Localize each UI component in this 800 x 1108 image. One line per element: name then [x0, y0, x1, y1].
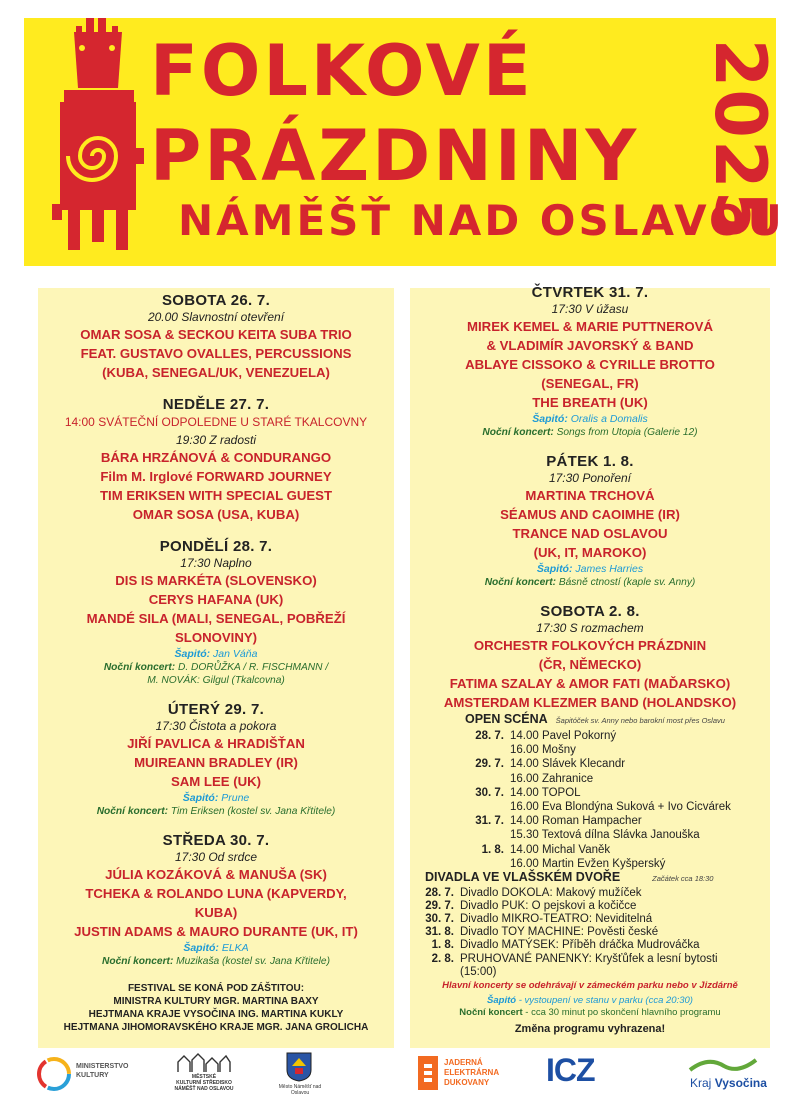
- sapito-label: Šapitó:: [183, 942, 219, 954]
- schedule-entry: 16.00 Mošny: [510, 744, 576, 757]
- schedule-entry: 15.30 Textová dílna Slávka Janouška: [510, 829, 700, 842]
- schedule-entry: (15:00): [460, 965, 497, 978]
- town-coat-of-arms-icon: [286, 1052, 312, 1082]
- festival-title-line-1: FOLKOVÉ: [150, 30, 534, 112]
- performer-line: TRANCE NAD OSLAVOU: [512, 526, 668, 541]
- day-heading: PONDĚLÍ 28. 7.: [159, 538, 273, 555]
- kraj-vysocina-logo-text: Kraj Vysočina: [690, 1076, 767, 1090]
- noc-label: Noční koncert:: [96, 806, 169, 817]
- sapito-line: [38, 791, 394, 805]
- performer-line: KUBA): [194, 905, 238, 920]
- performer-line: BÁRA HRZÁNOVÁ & CONDURANGO: [100, 450, 332, 465]
- performer-line: MIREK KEMEL & MARIE PUTTNEROVÁ: [467, 319, 713, 334]
- noc-value: Muzikaša (kostel sv. Jana Křtitele): [173, 956, 330, 967]
- schedule-row: [420, 926, 658, 938]
- sapito-value: James Harries: [572, 563, 644, 575]
- schedule-date: 28. 7.: [475, 730, 504, 742]
- schedule-date: 29. 7.: [475, 758, 504, 771]
- sapito-value: Prune: [218, 792, 250, 804]
- time-slot: 17:30 Naplno: [180, 556, 252, 570]
- schedule-row: [470, 815, 642, 827]
- town-culture-logo-icon: [176, 1052, 232, 1074]
- day-heading: ÚTERÝ 29. 7.: [167, 701, 265, 718]
- right-program-column: [410, 284, 770, 712]
- schedule-entry: Divadlo MIKRO-TEATRO: Neviditelná: [460, 913, 653, 926]
- performer-line: SLONOVINY): [174, 630, 258, 645]
- performer-line: OMAR SOSA (USA, KUBA): [132, 507, 300, 522]
- performer-line: FATIMA SZALAY & AMOR FATI (MAĎARSKO): [449, 676, 731, 691]
- sponsor-logos: [0, 1050, 800, 1108]
- patronage-heading: FESTIVAL SE KONÁ POD ZÁŠTITOU:: [127, 983, 305, 994]
- time-slot: 17:30 Čistota a pokora: [155, 719, 277, 733]
- festival-location: NÁMĚŠŤ NAD OSLAVOU: [178, 196, 785, 245]
- schedule-row: [420, 900, 636, 912]
- schedule-entry: 16.00 Martin Evžen Kyšperský: [510, 857, 666, 870]
- schedule-entry: 14.00 TOPOL: [510, 786, 581, 799]
- schedule-row: [420, 913, 652, 925]
- performer-line: & VLADIMÍR JAVORSKÝ & BAND: [486, 338, 694, 353]
- schedule-date: 31. 7.: [475, 815, 504, 828]
- time-slot: 17:30 S rozmachem: [536, 621, 644, 635]
- kraj-vysocina-logo-icon: [688, 1056, 758, 1076]
- schedule-entry: 16.00 Eva Blondýna Suková + Ivo Cicvárek: [510, 801, 731, 813]
- day-heading: SOBOTA 26. 7.: [161, 292, 271, 309]
- town-culture-logo-text: MĚSTSKÉ KULTURNÍ STŘEDISKO NÁMĚŠŤ NAD OSLAVOU: [174, 1074, 234, 1092]
- sapito-value: Oralis a Domalis: [567, 413, 648, 425]
- schedule-row: [470, 773, 593, 785]
- night-concert-line: [38, 805, 394, 818]
- left-program-column: [38, 292, 394, 1034]
- festival-year: 2025: [699, 38, 781, 242]
- performer-line: JIŘÍ PAVLICA & HRADIŠŤAN: [127, 736, 305, 751]
- sapito-label: Šapitó:: [174, 648, 211, 660]
- performer-line: (ČR, NĚMECKO): [538, 657, 642, 672]
- sapito-note: Šapitó - vystoupení ve stanu v parku (cca 20:30): [487, 995, 693, 1006]
- noc-value: D. DORŮŽKA / R. FISCHMANN /: [175, 662, 329, 673]
- performer-line: SAM LEE (UK): [170, 774, 262, 789]
- performer-line: ORCHESTR FOLKOVÝCH PRÁZDNIN: [473, 638, 707, 653]
- schedule-entry: Divadlo PUK: O pejskovi a kočičce: [460, 900, 637, 913]
- noc-label: Noční koncert:: [102, 956, 174, 967]
- performer-line: MANDÉ SILA (MALI, SENEGAL, POBŘEŽÍ: [86, 611, 346, 626]
- schedule-row: [420, 966, 496, 978]
- guitar-icon: [52, 18, 144, 250]
- performer-line: CERYS HAFANA (UK): [148, 592, 284, 607]
- sapito-label: Šapitó:: [532, 413, 568, 425]
- night-concert-line: [38, 674, 394, 687]
- event-line: 14:00 SVÁTEČNÍ ODPOLEDNE U STARÉ TKALCOVNY: [64, 415, 368, 429]
- performer-line: JUSTIN ADAMS & MAURO DURANTE (UK, IT): [74, 924, 358, 939]
- time-slot: 17:30 Od srdce: [174, 850, 258, 864]
- night-concert-line: [410, 426, 770, 439]
- divadla-heading: DIVADLA VE VLAŠSKÉM DVOŘE Začátek cca 18:30: [425, 870, 714, 884]
- day-heading: STŘEDA 30. 7.: [162, 832, 270, 849]
- schedule-row: [470, 844, 610, 856]
- schedule-entry: 14.00 Roman Hampacher: [510, 815, 642, 828]
- night-concert-line: [38, 955, 394, 968]
- noc-value: Tim Eriksen (kostel sv. Jana Křtitele): [168, 806, 336, 817]
- schedule-row: [420, 953, 718, 965]
- noc-value: Básně ctností (kaple sv. Anny): [556, 577, 696, 588]
- sapito-line: [38, 941, 394, 955]
- performer-line: THE BREATH (UK): [532, 395, 648, 410]
- performer-line: MARTINA TRCHOVÁ: [525, 488, 655, 503]
- schedule-entry: PRUHOVANÉ PANENKY: Kryšťůfek a lesní bytosti: [460, 952, 718, 965]
- sapito-line: [410, 412, 770, 426]
- noc-label: Noční koncert:: [484, 577, 557, 588]
- sapito-line: [38, 647, 394, 661]
- night-concert-line: [38, 661, 394, 674]
- schedule-entry: 16.00 Zahranice: [510, 772, 594, 785]
- schedule-date: 31. 8.: [425, 926, 454, 939]
- day-heading: NEDĚLE 27. 7.: [162, 396, 270, 413]
- schedule-date: 30. 7.: [475, 786, 504, 799]
- performer-line: (SENEGAL, FR): [541, 376, 639, 391]
- open-scena-heading: OPEN SCÉNA Šapitóček sv. Anny nebo barokní most přes Oslavu: [465, 712, 725, 726]
- schedule-row: [470, 730, 616, 742]
- schedule-row: [470, 829, 700, 841]
- noc-label: Noční koncert:: [103, 662, 176, 673]
- schedule-entry: 14.00 Michal Vaněk: [510, 843, 611, 856]
- performer-line: SÉAMUS AND CAOIMHE (IR): [500, 507, 680, 522]
- performer-line: ABLAYE CISSOKO & CYRILLE BROTTO: [465, 357, 715, 372]
- ministry-logo-text: MINISTERSTVO KULTURY: [76, 1063, 129, 1079]
- schedule-row: [420, 939, 699, 951]
- performer-line: MUIREANN BRADLEY (IR): [134, 755, 298, 770]
- day-heading: ČTVRTEK 31. 7.: [531, 284, 649, 301]
- schedule-date: 29. 7.: [425, 900, 454, 913]
- sapito-value: Jan Váňa: [210, 648, 258, 660]
- performer-line: TCHEKA & ROLANDO LUNA (KAPVERDY,: [85, 886, 347, 901]
- schedule-row: [470, 758, 625, 770]
- time-slot: 17:30 V úžasu: [551, 302, 629, 316]
- schedule-entry: 14.00 Pavel Pokorný: [510, 730, 617, 742]
- sapito-value: ELKA: [218, 942, 249, 954]
- schedule-date: 30. 7.: [425, 913, 454, 926]
- performer-line: TIM ERIKSEN WITH SPECIAL GUEST: [99, 488, 333, 503]
- schedule-entry: Divadlo TOY MACHINE: Pověsti české: [460, 926, 659, 939]
- performer-line: AMSTERDAM KLEZMER BAND (HOLANDSKO): [443, 695, 737, 710]
- day-heading: SOBOTA 2. 8.: [540, 603, 640, 620]
- patronage-line: HEJTMANA KRAJE VYSOČINA ING. MARTINA KUKLY: [88, 1009, 344, 1020]
- day-heading: PÁTEK 1. 8.: [546, 453, 634, 470]
- time-slot: 20.00 Slavnostní otevření: [147, 310, 285, 324]
- performer-line: (UK, IT, MAROKO): [533, 545, 647, 560]
- program-change-note: Změna programu vyhrazena!: [514, 1023, 666, 1035]
- schedule-date: 1. 8.: [431, 939, 454, 952]
- performer-line: JÚLIA KOZÁKOVÁ & MANUŠA (SK): [105, 867, 327, 882]
- cez-logo-text: JADERNÁ ELEKTRÁRNA DUKOVANY: [444, 1058, 500, 1087]
- sapito-label: Šapitó:: [536, 563, 573, 575]
- schedule-entry: Divadlo MATÝSEK: Příběh dráčka Mudrováčka: [460, 939, 700, 952]
- icz-logo: ICZ: [546, 1052, 595, 1088]
- festival-title-line-2: PRÁZDNINY: [150, 115, 640, 197]
- schedule-row: [470, 744, 576, 756]
- noc-label: Noční koncert:: [482, 427, 554, 438]
- schedule-entry: 14.00 Slávek Klecandr: [510, 758, 626, 771]
- performer-line: OMAR SOSA & SECKOU KEITA SUBA TRIO: [80, 327, 352, 342]
- schedule-date: 2. 8.: [431, 952, 454, 965]
- patronage-line: MINISTRA KULTURY MGR. MARTINA BAXY: [113, 996, 319, 1007]
- performer-line: FEAT. GUSTAVO OVALLES, PERCUSSIONS: [80, 346, 352, 361]
- sapito-line: [410, 562, 770, 576]
- performer-line: DIS IS MARKÉTA (SLOVENSKO): [115, 573, 317, 588]
- schedule-row: [470, 801, 731, 813]
- night-concert-note: Noční koncert - cca 30 minut po skončení hlavního programu: [459, 1007, 721, 1018]
- time-slot: 19:30 Z radosti: [175, 433, 257, 447]
- town-logo-text: Město Náměšť nad Oslavou: [278, 1084, 322, 1096]
- cez-logo-icon: [418, 1056, 438, 1090]
- schedule-entry: Divadlo DOKOLA: Makový mužíček: [460, 887, 642, 899]
- schedule-row: [420, 887, 642, 899]
- patronage-line: HEJTMANA JIHOMORAVSKÉHO KRAJE MGR. JANA GROLICHA: [63, 1022, 369, 1033]
- noc-value: Songs from Utopia (Galerie 12): [553, 427, 698, 438]
- main-concerts-note: Hlavní koncerty se odehrávají v zámeckém parku nebo v Jizdárně: [442, 980, 738, 991]
- schedule-date: 28. 7.: [425, 887, 454, 899]
- time-slot: 17:30 Ponoření: [548, 471, 632, 485]
- noc-value: M. NOVÁK: Gilgul (Tkalcovna): [147, 675, 285, 686]
- performer-line: (KUBA, SENEGAL/UK, VENEZUELA): [102, 365, 330, 380]
- sapito-label: Šapitó:: [182, 792, 219, 804]
- performer-line: Film M. Irglové FORWARD JOURNEY: [100, 469, 332, 484]
- ministry-logo-icon: [36, 1056, 72, 1092]
- night-concert-line: [410, 576, 770, 589]
- schedule-date: 1. 8.: [481, 843, 504, 856]
- schedule-row: [470, 858, 665, 870]
- schedule-row: [470, 787, 581, 799]
